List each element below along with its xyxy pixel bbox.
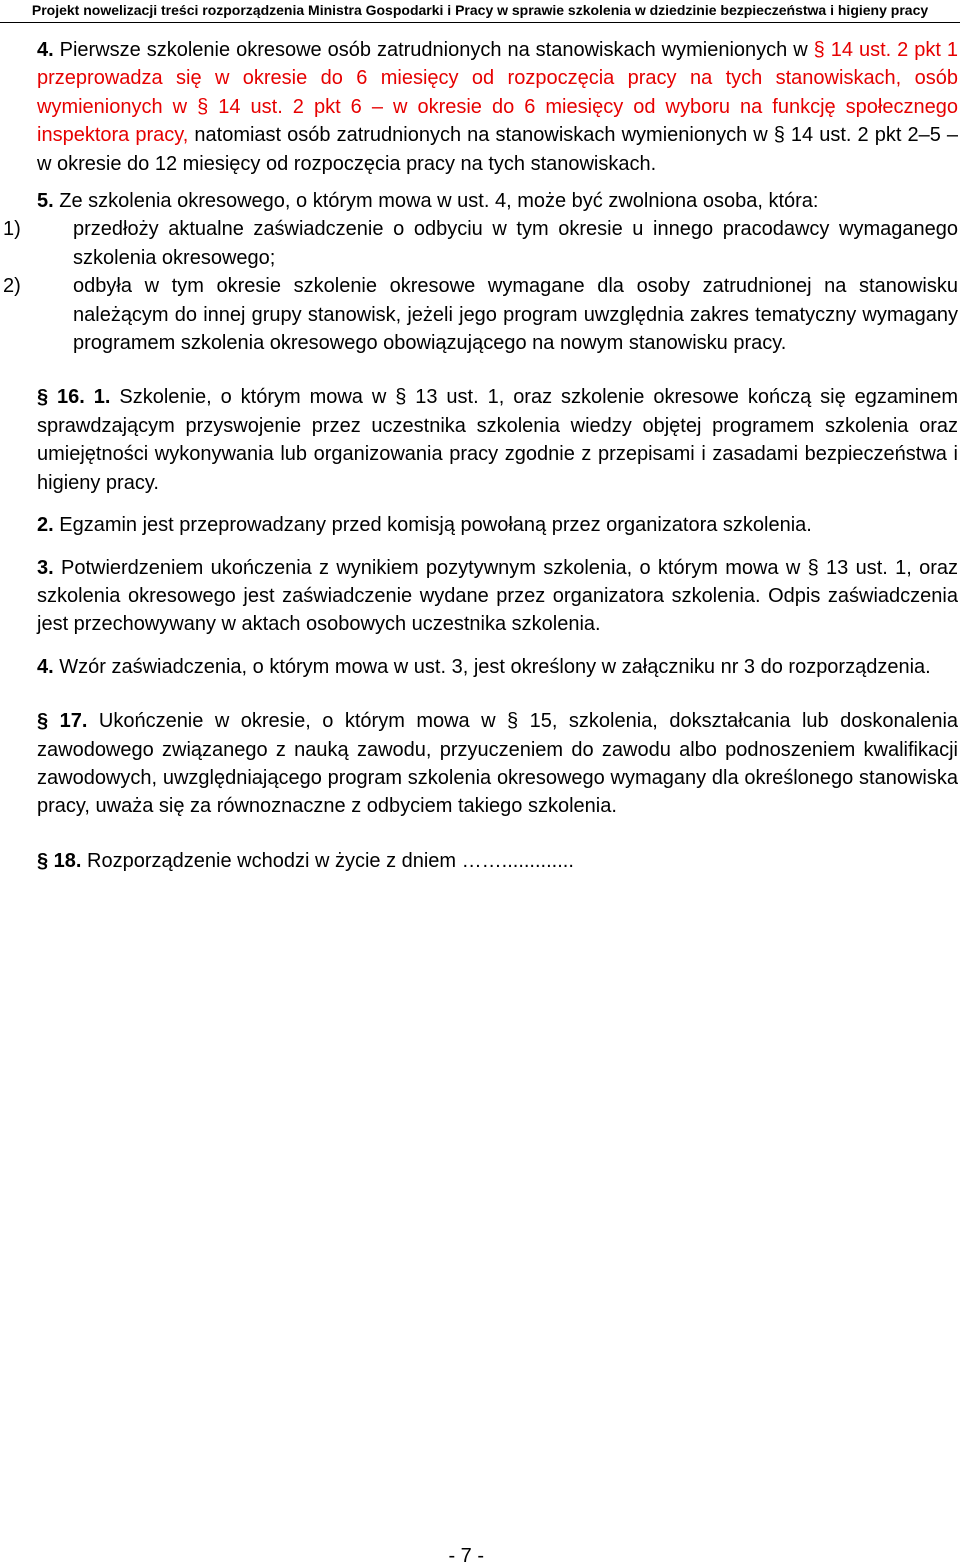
paragraph-text: Egzamin jest przeprowadzany przed komisją powołaną przez organizatora szkolenia. [53, 514, 812, 537]
header-title: Projekt nowelizacji treści rozporządzenia Ministra Gospodarki i Pracy w sprawie szkolenia w dziedzinie bezpieczeństwa i higieny pracy [31, 2, 929, 18]
section-text: Rozporządzenie wchodzi w życie z dniem ……............. [81, 849, 574, 872]
document-body [3, 36, 958, 875]
paragraph-number: 5. [37, 190, 54, 213]
document-header [0, 0, 960, 23]
paragraph-5 [3, 187, 958, 215]
section-text: Szkolenie, o którym mowa w § 13 ust. 1, oraz szkolenie okresowe kończą się egzaminem sprawdzającym przyswojenie przez uczestnika szkolenia wiedzy objętej programem szkolenia oraz umiejętności wykonywania lub organizowania pracy zgodnie z przepisami i zasadami bezpieczeństwa i higieny pracy. [37, 386, 959, 494]
list-item-text: przedłoży aktualne zaświadczenie o odbyciu w tym okresie u innego pracodawcy wymaganego szkolenia okresowego; [73, 218, 958, 269]
paragraph-number: 4. [37, 655, 54, 678]
section-18 [3, 847, 958, 875]
section-number: § 17. [37, 710, 88, 733]
list-item [3, 215, 958, 272]
paragraph-number: 4. [37, 39, 54, 61]
section-16-paragraph-4 [3, 653, 958, 681]
section-number: § 18. [37, 849, 82, 872]
amended-text: osób wymienionych w § 14 ust. 2 pkt 6 – w okresie do 6 miesięcy od wyboru na funkcję społecznego inspektora pracy, [37, 67, 958, 147]
list-item-number: 2) [3, 275, 21, 298]
paragraph-4 [3, 36, 958, 178]
section-16-paragraph-3 [3, 554, 958, 639]
section-16 [3, 383, 958, 497]
section-16-paragraph-2 [3, 511, 958, 539]
paragraph-text: Ze szkolenia okresowego, o którym mowa w ust. 4, może być zwolniona osoba, która: [53, 190, 819, 213]
paragraph-text: natomiast osób zatrudnionych na stanowiskach wymienionych w § 14 ust. 2 pkt 2–5 – w okresie do 12 miesięcy od rozpoczęcia pracy na tych stanowiskach. [37, 124, 959, 175]
list-item [3, 272, 958, 357]
page-footer [0, 1544, 960, 1568]
list-item-number: 1) [3, 218, 21, 241]
paragraph-text: Wzór zaświadczenia, o którym mowa w ust. 3, jest określony w załączniku nr 3 do rozporządzenia. [53, 655, 931, 678]
section-number: § 16. 1. [37, 386, 111, 409]
paragraph-number: 2. [37, 514, 54, 537]
page-number: - 7 - [448, 1545, 484, 1567]
paragraph-number: 3. [37, 556, 54, 579]
paragraph-text: Pierwsze szkolenie okresowe osób zatrudnionych na stanowiskach wymienionych w [53, 39, 814, 61]
list-item-text: odbyła w tym okresie szkolenie okresowe wymagane dla osoby zatrudnionej na stanowisku należącym do innej grupy stanowisk, jeżeli jego program uwzględnia zakres tematyczny wymagany programem szkolenia okresowego obowiązującego na nowym stanowisku pracy. [73, 275, 958, 355]
section-17 [3, 707, 958, 821]
paragraph-text: Potwierdzeniem ukończenia z wynikiem pozytywnym szkolenia, o którym mowa w § 13 ust. 1, oraz szkolenia okresowego jest zaświadczenie wydane przez organizatora szkolenia. Odpis zaświadczenia jest przechowywany w aktach osobowych uczestnika szkolenia. [37, 556, 958, 636]
section-text: Ukończenie w okresie, o którym mowa w § 15, szkolenia, dokształcania lub doskonalenia zawodowego związanego z nauką zawodu, przyuczeniem do zawodu albo podnoszeniem kwalifikacji zawodowych, uwzględniającego program szkolenia okresowego wymagany dla określonego stanowiska pracy, uważa się za równoznaczne z odbyciem takiego szkolenia. [37, 710, 959, 818]
amended-text: § 14 ust. 2 pkt 1 przeprowadza się w okresie do 6 miesięcy od rozpoczęcia pracy na tych stanowiskach, [37, 39, 958, 90]
